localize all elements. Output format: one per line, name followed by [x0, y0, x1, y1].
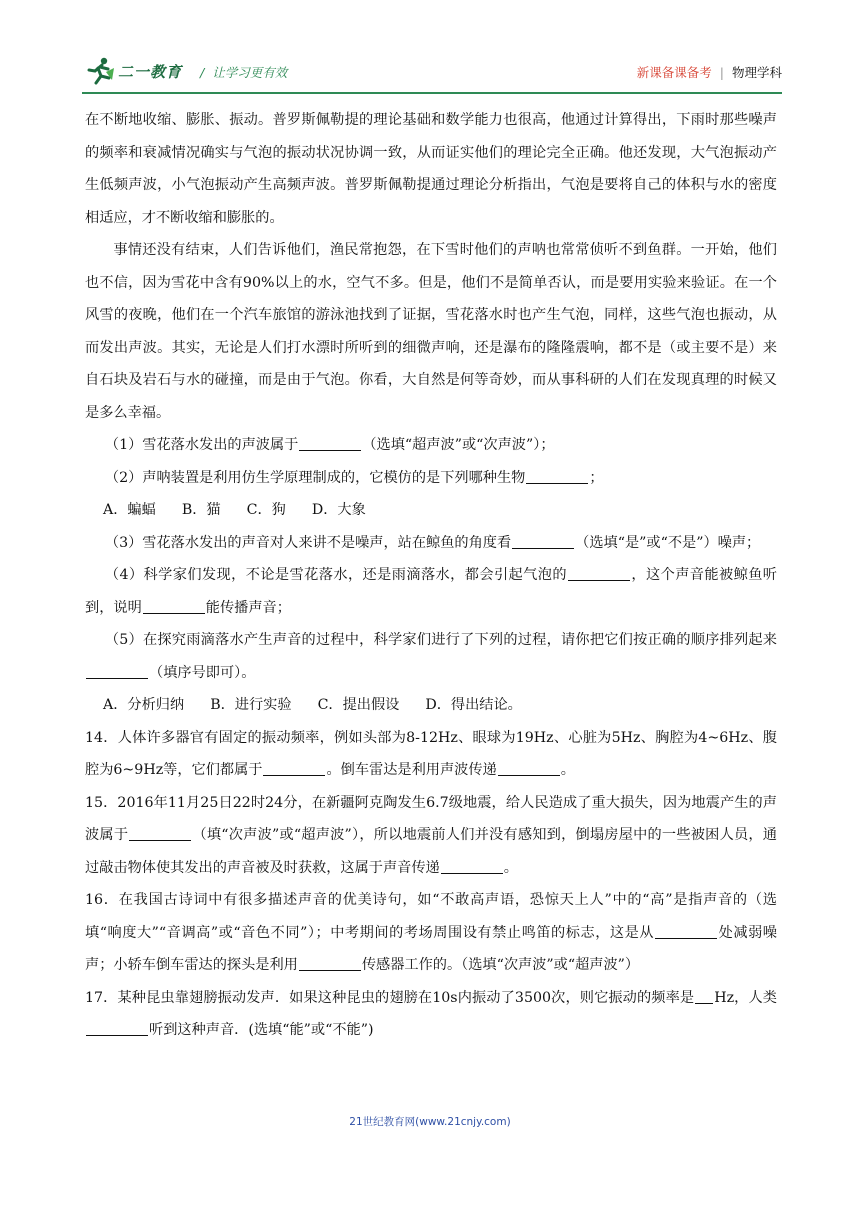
- answer-blank[interactable]: [263, 761, 325, 776]
- option-d: D．大象: [311, 502, 366, 518]
- option-a: A．分析归纳: [103, 697, 185, 713]
- logo-text: 二一教育: [118, 62, 183, 81]
- option-b: B．进行实验: [210, 697, 292, 713]
- option-b: B．猫: [181, 502, 221, 518]
- answer-blank[interactable]: [512, 534, 574, 549]
- question-3: （3）雪花落水发出的声音对人来讲不是噪声，站在鲸鱼的角度看 （选填“是”或“不是”）噪声；: [104, 534, 761, 551]
- answer-blank[interactable]: [568, 566, 630, 581]
- answer-blank[interactable]: [655, 924, 717, 939]
- logo: [82, 56, 182, 86]
- answer-blank[interactable]: [143, 599, 205, 614]
- paragraph-2: 事情还没有结束，人们告诉他们，渔民常抱怨，在下雪时他们的声呐也常常侦听不到鱼群。一开始，他们也不信，因为雪花中含有90%以上的水，空气不多。但是，他们不是简单否认，而是要用实验来验证。在一个风雪的夜晚，他们在一个汽车旅馆的游泳池找到了证据，雪花落水时也产生气泡，同样，这些气泡也振动，从而发出声波。其实，无论是人们打水漂时所听到的细微声响，还是瀑布的隆隆震响，都不是（或主要不是）来自石块及岩石与水的碰撞，而是由于气泡。你看，大自然是何等奇妙，而从事科研的人们在发现真理的时候又是多么幸福。: [85, 242, 777, 421]
- answer-blank[interactable]: [86, 664, 148, 679]
- subject-label: 物理学科: [731, 65, 782, 80]
- question-2: （2）声呐装置是利用仿生学原理制成的，它模仿的是下列哪种生物 ；: [104, 469, 604, 486]
- header-right: [637, 63, 782, 81]
- course-label: 新课备课备考: [636, 65, 712, 80]
- answer-blank[interactable]: [299, 436, 361, 451]
- header-divider: [82, 92, 782, 94]
- slogan-text: 让学习更有效: [212, 65, 288, 80]
- answer-blank[interactable]: [299, 956, 361, 971]
- answer-blank[interactable]: [526, 469, 588, 484]
- paragraph-1: 在不断地收缩、膨胀、振动。普罗斯佩勒提的理论基础和数学能力也很高，他通过计算得出，下雨时那些噪声的频率和衰减情况确实与气泡的振动状况协调一致，从而证实他们的理论完全正确。他还发现，大气泡振动产生低频声波，小气泡振动产生高频声波。普罗斯佩勒提通过理论分析指出，气泡是要将自己的体积与水的密度相适应，才不断收缩和膨胀的。: [85, 112, 777, 226]
- running-figure-logo-icon: [82, 56, 116, 86]
- answer-blank[interactable]: [129, 826, 191, 841]
- question-15: 15．2016年11月25日22时24分，在新疆阿克陶发生6.7级地震，给人民造成了重大损失，因为地震产生的声波属于 （填“次声波”或“超声波”），所以地震前人们并没有感知到，倒塌房屋中的一些被困人员，通过敲击物体使其发出的声音被及时获救，这属于声音传递 。: [85, 794, 777, 876]
- page-footer: 21世纪教育网(www.21cnjy.com): [349, 1116, 511, 1128]
- page-header: [82, 56, 782, 90]
- question-5-options: [85, 689, 777, 722]
- question-1: （1）雪花落水发出的声波属于 （选填“超声波”或“次声波”）；: [104, 437, 555, 453]
- document-body: [85, 104, 777, 1047]
- option-a: A．蝙蝠: [103, 502, 156, 518]
- answer-blank[interactable]: [695, 989, 713, 1004]
- question-16: 16．在我国古诗词中有很多描述声音的优美诗句，如“不敢高声语，恐惊天上人”中的“高”是指声音的（选填“响度大”“音调高”或“音色不同”）；中考期间的考场周围设有禁止鸣笛的标志，这是从 处减弱噪声；小轿车倒车雷达的探头是利用 传感器工作的。（选填“次声波”或“超声波”）: [85, 892, 777, 973]
- slogan: / 让学习更有效: [200, 65, 288, 80]
- answer-blank[interactable]: [498, 761, 560, 776]
- option-d: D．得出结论。: [425, 697, 522, 713]
- option-c: C．狗: [246, 502, 286, 518]
- question-4: （4）科学家们发现，不论是雪花落水，还是雨滴落水，都会引起气泡的 ，这个声音能被鲸鱼听到，说明 能传播声音；: [85, 567, 777, 616]
- question-17: 17．某种昆虫靠翅膀振动发声．如果这种昆虫的翅膀在10s内振动了3500次，则它振动的频率是 Hz，人类听到这种声音．(选填“能”或“不能”): [85, 989, 777, 1038]
- question-14: 14．人体许多器官有固定的振动频率，例如头部为8-12Hz、眼球为19Hz、心脏为5Hz、胸腔为4~6Hz、腹腔为6~9Hz等，它们都属于 。倒车雷达是利用声波传递 。: [85, 729, 777, 778]
- question-5: （5）在探究雨滴落水产生声音的过程中，科学家们进行了下列的过程，请你把它们按正确的顺序排列起来（填序号即可）。: [85, 624, 777, 689]
- header-separator: |: [719, 65, 724, 80]
- answer-blank[interactable]: [86, 1021, 148, 1036]
- question-2-options: [85, 494, 777, 527]
- answer-blank[interactable]: [441, 859, 503, 874]
- option-c: C．提出假设: [317, 697, 400, 713]
